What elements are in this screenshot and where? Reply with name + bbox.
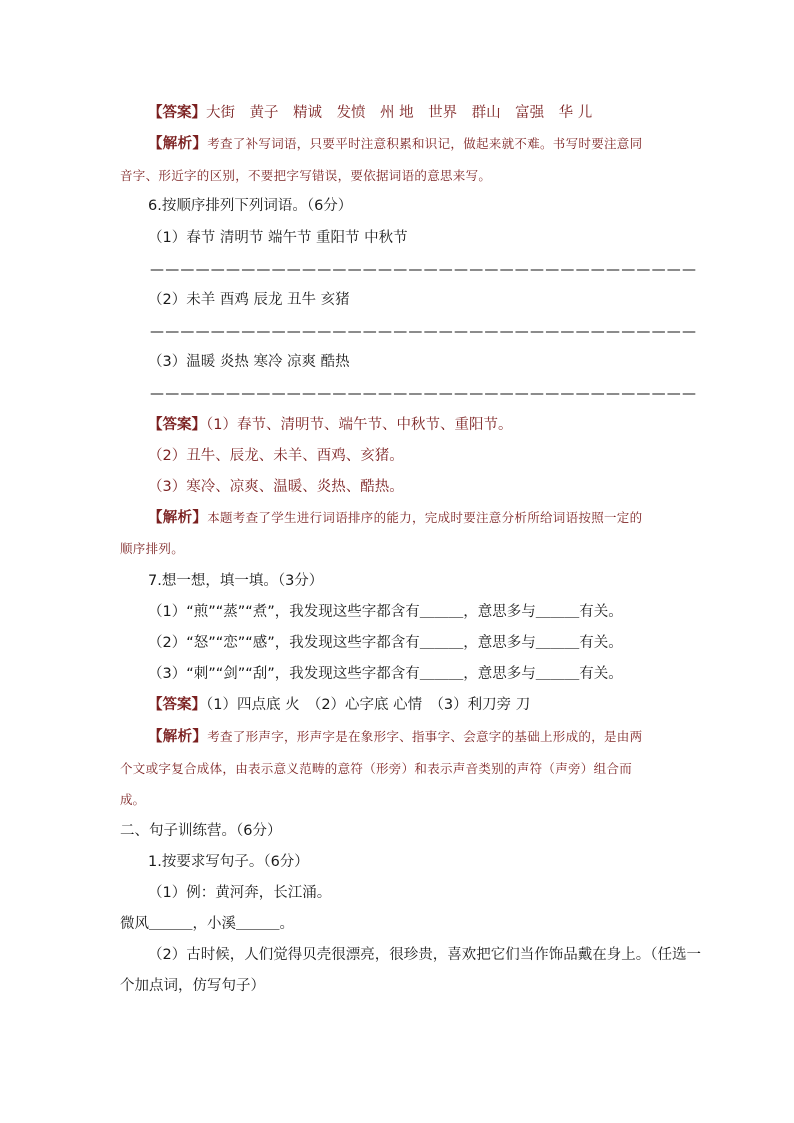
answer-line <box>148 103 592 123</box>
question-7-item-1: （1）“煎”“蒸”“煮”，我发现这些字都含有＿＿＿，意思多与＿＿＿有关。 <box>148 604 623 620</box>
answer-blank-3[interactable]: ———————————————————————————————————— <box>150 386 698 402</box>
question-6-title: 6.按顺序排列下列词语。（6分） <box>148 198 353 214</box>
analysis-continuation: 顺序排列。 <box>120 541 185 556</box>
answer-text: （1）春节、清明节、端午节、中秋节、重阳节。 <box>206 417 513 433</box>
question-7-answer <box>148 695 530 715</box>
section-2-item-2: （2）古时候，人们觉得贝壳很漂亮，很珍贵，喜欢把它们当作饰品戴在身上。（任选一 <box>148 947 701 963</box>
analysis-text: 考查了补写词语，只要平时注意积累和识记，做起来就不难。书写时要注意同 <box>207 136 643 151</box>
analysis-line <box>148 727 642 747</box>
answer-text: （1）四点底 火 （2）心字底 心情 （3）利刀旁 刀 <box>206 697 531 713</box>
analysis-continuation: 个文或字复合成体，由表示意义范畴的意符（形旁）和表示声音类别的声符（声旁）组合而 <box>120 761 633 776</box>
question-6-item-2: （2）未羊 酉鸡 辰龙 丑牛 亥猪 <box>148 292 350 308</box>
answer-blank-1[interactable]: ———————————————————————————————————— <box>150 262 698 278</box>
analysis-text: 考查了形声字，形声字是在象形字、指事字、会意字的基础上形成的，是由两 <box>207 729 643 744</box>
answer-blank-2[interactable]: ———————————————————————————————————— <box>150 324 698 340</box>
question-6-item-3: （3）温暖 炎热 寒冷 凉爽 酷热 <box>148 354 350 370</box>
question-6-answer-3: （3）寒冷、凉爽、温暖、炎热、酷热。 <box>148 479 404 495</box>
analysis-text: 本题考查了学生进行词语排序的能力，完成时要注意分析所给词语按照一定的 <box>207 510 643 525</box>
question-6-item-1: （1）春节 清明节 端午节 重阳节 中秋节 <box>148 230 408 246</box>
answer-label: 【答案】 <box>148 105 206 121</box>
analysis-line <box>148 508 642 528</box>
question-6-answer-1 <box>148 415 512 435</box>
analysis-line <box>148 134 642 154</box>
section-2-fill-blank[interactable]: 微风＿＿＿，小溪＿＿＿。 <box>120 916 294 932</box>
answer-text: 大街 黄子 精诚 发愤 州 地 世界 群山 富强 华 儿 <box>206 105 593 121</box>
answer-label: 【答案】 <box>148 697 206 713</box>
question-7-item-3: （3）“刺”“剑”“刮”，我发现这些字都含有＿＿＿，意思多与＿＿＿有关。 <box>148 666 623 682</box>
analysis-continuation: 成。 <box>120 792 146 807</box>
analysis-label: 【解析】 <box>148 136 208 152</box>
question-6-answer-2: （2）丑牛、辰龙、未羊、酉鸡、亥猪。 <box>148 448 404 464</box>
section-2-item-2-continuation: 个加点词，仿写句子） <box>120 978 265 994</box>
question-7-item-2: （2）“怒”“恋”“感”，我发现这些字都含有＿＿＿，意思多与＿＿＿有关。 <box>148 635 623 651</box>
section-2-title: 二、句子训练营。（6分） <box>120 823 282 839</box>
section-2-example: （1）例：黄河奔，长江涌。 <box>148 885 332 901</box>
analysis-continuation: 音字、形近字的区别，不要把字写错误，要依据词语的意思来写。 <box>120 168 492 183</box>
section-2-question-1-title: 1.按要求写句子。（6分） <box>148 854 309 870</box>
question-7-title: 7.想一想，填一填。（3分） <box>148 573 324 589</box>
analysis-label: 【解析】 <box>148 729 208 745</box>
answer-label: 【答案】 <box>148 417 206 433</box>
analysis-label: 【解析】 <box>148 510 208 526</box>
